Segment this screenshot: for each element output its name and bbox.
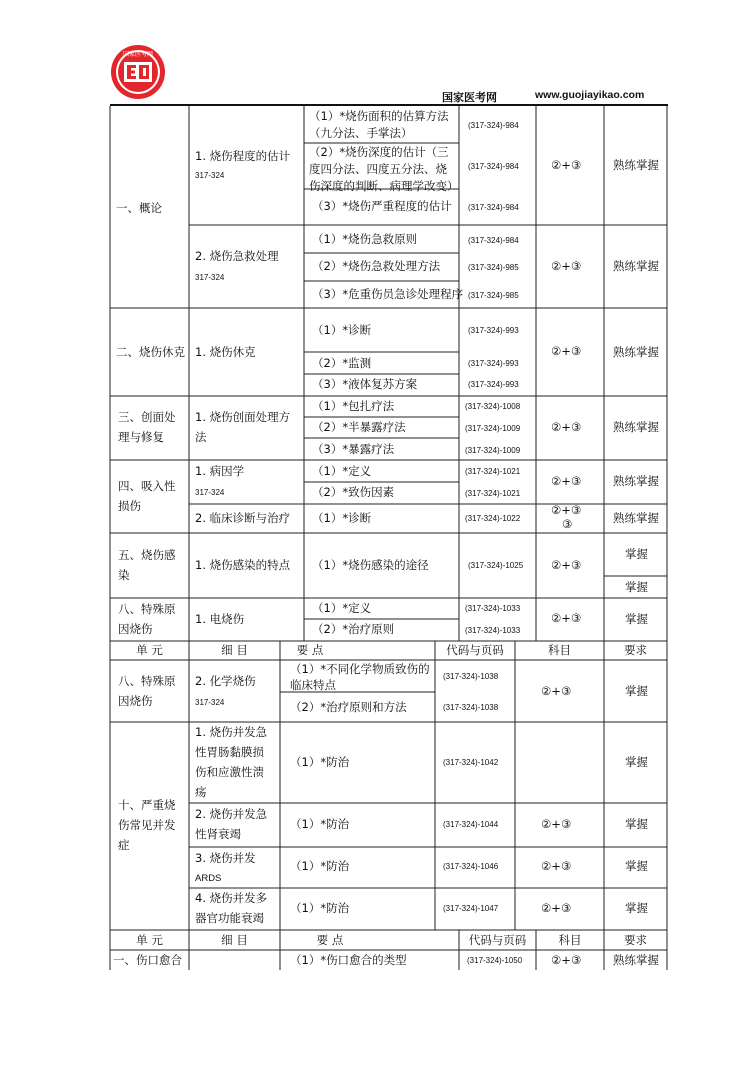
item-label: 1. 烧伤程度的估计 bbox=[195, 149, 291, 163]
code-text: (317-324)-984 bbox=[468, 121, 519, 130]
code-text: (317-324)-993 bbox=[468, 380, 519, 389]
subject-text: ②+③ bbox=[551, 953, 582, 967]
item-label: 2. 临床诊断与治疗 bbox=[195, 511, 291, 525]
code-text: (317-324)-1025 bbox=[468, 561, 524, 570]
requirement-text: 熟练掌握 bbox=[613, 345, 659, 359]
requirement-text: 掌握 bbox=[625, 901, 648, 915]
subject-text: ②+③ bbox=[551, 259, 582, 273]
site-name: 国家医考网 bbox=[442, 91, 497, 104]
code-text: (317-324)-985 bbox=[468, 291, 519, 300]
point-text: （2）*监测 bbox=[312, 356, 372, 370]
subject-text: ②+③ bbox=[541, 684, 572, 698]
column-header-req: 要求 bbox=[624, 643, 647, 657]
item-label: 疡 bbox=[195, 785, 207, 799]
column-header-subject: 科目 bbox=[558, 933, 582, 947]
item-label: ARDS bbox=[195, 873, 222, 884]
code-text: (317-324)-1050 bbox=[467, 956, 523, 965]
unit-label: 一、概论 bbox=[116, 201, 162, 215]
column-header-code: 代码与页码 bbox=[468, 933, 527, 947]
code-text: (317-324)-1046 bbox=[443, 862, 499, 871]
code-text: (317-324)-1033 bbox=[465, 604, 521, 613]
column-header-req: 要求 bbox=[624, 933, 647, 947]
point-text: （3）*暴露疗法 bbox=[312, 442, 395, 456]
column-header-unit: 单 元 bbox=[136, 643, 163, 657]
point-text: （1）*防治 bbox=[290, 859, 350, 873]
column-header-subject: 科目 bbox=[548, 643, 571, 657]
unit-label: 伤常见并发 bbox=[118, 818, 176, 832]
item-label: 1. 烧伤创面处理方 bbox=[195, 410, 291, 424]
point-text: （3）*液体复苏方案 bbox=[312, 377, 418, 391]
unit-label: 三、创面处 bbox=[118, 410, 176, 424]
item-page: 317-324 bbox=[195, 171, 225, 180]
item-label: 2. 烧伤并发急 bbox=[195, 807, 268, 821]
subject-text: ②+③ bbox=[551, 503, 582, 517]
unit-label: 因烧伤 bbox=[118, 622, 153, 636]
column-header-unit: 单 元 bbox=[136, 933, 163, 947]
column-header-item: 细 目 bbox=[221, 933, 248, 947]
unit-label: 染 bbox=[118, 568, 130, 582]
point-text: （3）*危重伤员急诊处理程序 bbox=[312, 287, 464, 301]
subject-text: ②+③ bbox=[551, 158, 582, 172]
item-label: 法 bbox=[195, 430, 207, 444]
item-label: 性胃肠黏膜损 bbox=[195, 745, 264, 759]
item-label: 1. 烧伤并发急 bbox=[195, 725, 268, 739]
unit-label: 八、特殊原 bbox=[118, 602, 176, 616]
code-text: (317-324)-984 bbox=[468, 236, 519, 245]
point-text: （1）*防治 bbox=[290, 901, 350, 915]
requirement-text: 熟练掌握 bbox=[613, 259, 659, 273]
requirement-text: 掌握 bbox=[625, 817, 648, 831]
requirement-text: 掌握 bbox=[625, 859, 648, 873]
requirement-text: 掌握 bbox=[625, 547, 648, 561]
subject-text: ②+③ bbox=[551, 344, 582, 358]
point-text: （1）*防治 bbox=[290, 755, 350, 769]
point-text: （2）*半暴露疗法 bbox=[312, 420, 406, 434]
item-label: 1. 烧伤感染的特点 bbox=[195, 558, 291, 572]
requirement-text: 掌握 bbox=[625, 755, 648, 769]
unit-label: 一、伤口愈合 bbox=[113, 953, 182, 967]
code-text: (317-324)-1044 bbox=[443, 820, 499, 829]
requirement-text: 掌握 bbox=[625, 580, 648, 594]
code-text: (317-324)-1038 bbox=[443, 703, 499, 712]
code-text: (317-324)-985 bbox=[468, 263, 519, 272]
unit-label: 四、吸入性 bbox=[118, 479, 176, 493]
code-text: (317-324)-993 bbox=[468, 359, 519, 368]
point-text: （1）*定义 bbox=[312, 464, 372, 478]
point-text: （1）*不同化学物质致伤的 bbox=[290, 662, 430, 676]
logo-text: 国家医考网 bbox=[122, 51, 154, 58]
point-text: （1）*烧伤面积的估算方法（九分法、手掌法） bbox=[309, 109, 449, 140]
code-text: (317-324)-1009 bbox=[465, 446, 521, 455]
code-text: (317-324)-984 bbox=[468, 203, 519, 212]
item-label: 器官功能衰竭 bbox=[195, 911, 264, 925]
column-header-item: 细 目 bbox=[221, 643, 248, 657]
code-text: (317-324)-1021 bbox=[465, 489, 521, 498]
code-text: (317-324)-1008 bbox=[465, 402, 521, 411]
point-text: （2）*烧伤深度的估计（三度四分法、四度五分法、烧伤深度的判断、病理学改变） bbox=[309, 145, 459, 193]
code-text: (317-324)-1033 bbox=[465, 626, 521, 635]
column-header-code: 代码与页码 bbox=[446, 643, 504, 657]
code-text: (317-324)-1038 bbox=[443, 672, 499, 681]
code-text: (317-324)-1009 bbox=[465, 424, 521, 433]
code-text: (317-324)-984 bbox=[468, 162, 519, 171]
item-label: 1. 病因学 bbox=[195, 464, 245, 478]
column-header-point: 要 点 bbox=[296, 643, 324, 657]
item-page: 317-324 bbox=[195, 488, 225, 497]
item-page: 317-324 bbox=[195, 698, 225, 707]
site-url[interactable]: www.guojiayikao.com bbox=[535, 89, 645, 101]
item-label: 4. 烧伤并发多 bbox=[195, 891, 268, 905]
item-label: 3. 烧伤并发 bbox=[195, 851, 256, 865]
requirement-text: 熟练掌握 bbox=[613, 158, 659, 172]
item-label: 性肾衰竭 bbox=[195, 827, 241, 841]
unit-label: 损伤 bbox=[118, 499, 141, 513]
unit-label: 症 bbox=[118, 838, 130, 852]
item-label: 1. 电烧伤 bbox=[195, 612, 245, 626]
requirement-text: 熟练掌握 bbox=[613, 511, 659, 525]
point-text: （1）*诊断 bbox=[312, 511, 372, 525]
unit-label: 理与修复 bbox=[118, 430, 164, 444]
subject-text: ②+③ bbox=[541, 901, 572, 915]
point-text: （1）*烧伤感染的途径 bbox=[312, 558, 429, 572]
unit-label: 八、特殊原 bbox=[118, 674, 176, 688]
requirement-text: 掌握 bbox=[625, 612, 648, 626]
requirement-text: 熟练掌握 bbox=[613, 953, 659, 967]
point-text: （2）*致伤因素 bbox=[312, 485, 395, 499]
unit-label: 十、严重烧 bbox=[118, 798, 176, 812]
subject-text: ②+③ bbox=[551, 611, 582, 625]
subject-text: ②+③ bbox=[551, 474, 582, 488]
unit-label: 五、烧伤感 bbox=[118, 548, 176, 562]
point-text: （1）*诊断 bbox=[312, 323, 372, 337]
point-text: （2）*治疗原则和方法 bbox=[290, 700, 407, 714]
column-header-point: 要 点 bbox=[316, 933, 344, 947]
item-label: 2. 化学烧伤 bbox=[195, 674, 256, 688]
requirement-text: 掌握 bbox=[625, 684, 648, 698]
item-page: 317-324 bbox=[195, 273, 225, 282]
subject-text: ②+③ bbox=[551, 558, 582, 572]
item-label: 2. 烧伤急救处理 bbox=[195, 249, 279, 263]
item-label: 1. 烧伤休克 bbox=[195, 345, 256, 359]
subject-text: ②+③ bbox=[541, 859, 572, 873]
unit-label: 二、烧伤休克 bbox=[116, 345, 185, 359]
point-text: （2）*治疗原则 bbox=[312, 622, 395, 636]
point-text: （3）*烧伤严重程度的估计 bbox=[312, 199, 452, 213]
requirement-text: 熟练掌握 bbox=[613, 420, 659, 434]
point-text: （1）*防治 bbox=[290, 817, 350, 831]
point-text: 临床特点 bbox=[290, 678, 336, 692]
point-text: （1）*包扎疗法 bbox=[312, 399, 395, 413]
unit-label: 因烧伤 bbox=[118, 694, 153, 708]
item-label: 伤和应激性溃 bbox=[195, 765, 264, 779]
point-text: （1）*定义 bbox=[312, 601, 372, 615]
code-text: (317-324)-1022 bbox=[465, 514, 521, 523]
subject-text: ③ bbox=[562, 517, 573, 531]
subject-text: ②+③ bbox=[541, 817, 572, 831]
point-text: （2）*烧伤急救处理方法 bbox=[312, 259, 441, 273]
code-text: (317-324)-1021 bbox=[465, 467, 521, 476]
point-text: （1）*伤口愈合的类型 bbox=[290, 953, 407, 967]
code-text: (317-324)-1042 bbox=[443, 758, 499, 767]
code-text: (317-324)-993 bbox=[468, 326, 519, 335]
subject-text: ②+③ bbox=[551, 420, 582, 434]
code-text: (317-324)-1047 bbox=[443, 904, 499, 913]
point-text: （1）*烧伤急救原则 bbox=[312, 232, 418, 246]
requirement-text: 熟练掌握 bbox=[613, 474, 659, 488]
